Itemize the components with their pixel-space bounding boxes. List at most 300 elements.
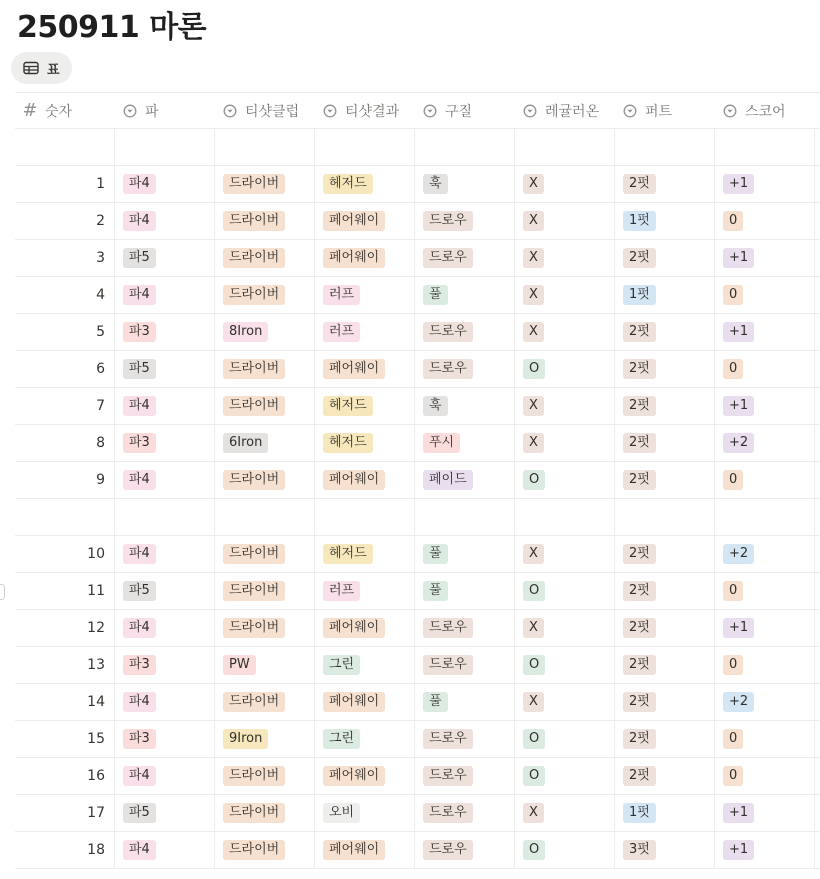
par-tag: 파4 xyxy=(123,840,156,860)
cell-gir[interactable] xyxy=(515,610,615,646)
putt-tag: 1펏 xyxy=(623,803,656,823)
result-tag: 헤저드 xyxy=(323,174,373,194)
view-tab-table[interactable] xyxy=(11,52,72,84)
page-title: 250911 마론 xyxy=(17,10,207,45)
cell-shape[interactable] xyxy=(415,166,515,202)
cell-number[interactable] xyxy=(15,462,115,498)
cell-result[interactable] xyxy=(315,721,415,757)
select-icon xyxy=(523,104,537,118)
cell-result[interactable] xyxy=(315,166,415,202)
cell-result[interactable] xyxy=(315,795,415,831)
cell-number[interactable] xyxy=(15,610,115,646)
cell-gir[interactable] xyxy=(515,647,615,683)
cell-club[interactable] xyxy=(215,314,315,350)
cell-score[interactable] xyxy=(715,351,815,387)
cell-score[interactable] xyxy=(715,166,815,202)
column-header-5[interactable] xyxy=(515,93,615,128)
cell-result[interactable] xyxy=(315,610,415,646)
table-row[interactable] xyxy=(15,610,820,647)
cell-shape[interactable] xyxy=(415,203,515,239)
cell-gir[interactable] xyxy=(515,425,615,461)
cell-number[interactable] xyxy=(15,536,115,572)
cell-number[interactable] xyxy=(15,573,115,609)
club-tag: 드라이버 xyxy=(223,174,285,194)
result-tag: 헤저드 xyxy=(323,433,373,453)
cell-score[interactable] xyxy=(715,462,815,498)
table-row[interactable] xyxy=(15,684,820,721)
cell-par[interactable] xyxy=(115,610,215,646)
result-tag: 러프 xyxy=(323,581,360,601)
column-header-0[interactable] xyxy=(15,93,115,128)
putt-tag: 2펏 xyxy=(623,766,656,786)
cell-putt[interactable] xyxy=(615,795,715,831)
cell-score[interactable] xyxy=(715,425,815,461)
cell-putt[interactable] xyxy=(615,499,715,535)
cell-par[interactable] xyxy=(115,129,215,165)
cell-club[interactable] xyxy=(215,462,315,498)
table-row[interactable] xyxy=(15,758,820,795)
cell-par[interactable] xyxy=(115,203,215,239)
cell-putt[interactable] xyxy=(615,240,715,276)
drag-handle[interactable] xyxy=(0,584,5,600)
table-row-empty[interactable] xyxy=(15,129,820,166)
cell-club[interactable] xyxy=(215,240,315,276)
table-row[interactable] xyxy=(15,425,820,462)
putt-tag: 2펏 xyxy=(623,248,656,268)
table-header xyxy=(15,92,820,129)
cell-number[interactable] xyxy=(15,203,115,239)
result-tag: 페어웨이 xyxy=(323,359,385,379)
shape-tag: 훅 xyxy=(423,174,448,194)
cell-shape[interactable] xyxy=(415,832,515,868)
number-value: 4 xyxy=(96,287,105,303)
cell-club[interactable] xyxy=(215,388,315,424)
cell-gir[interactable] xyxy=(515,758,615,794)
cell-score[interactable] xyxy=(715,610,815,646)
shape-tag: 풀 xyxy=(423,285,448,305)
number-value: 5 xyxy=(96,324,105,340)
club-tag: 드라이버 xyxy=(223,285,285,305)
cell-result[interactable] xyxy=(315,129,415,165)
score-tag: +1 xyxy=(723,396,754,416)
cell-score[interactable] xyxy=(715,314,815,350)
cell-shape[interactable] xyxy=(415,351,515,387)
cell-shape[interactable] xyxy=(415,536,515,572)
cell-gir[interactable] xyxy=(515,388,615,424)
club-tag: 드라이버 xyxy=(223,248,285,268)
cell-par[interactable] xyxy=(115,795,215,831)
par-tag: 파3 xyxy=(123,433,156,453)
column-header-6[interactable] xyxy=(615,93,715,128)
par-tag: 파4 xyxy=(123,766,156,786)
cell-putt[interactable] xyxy=(615,203,715,239)
view-tab-label: 표 xyxy=(47,62,60,78)
cell-result[interactable] xyxy=(315,240,415,276)
cell-result[interactable] xyxy=(315,684,415,720)
cell-putt[interactable] xyxy=(615,351,715,387)
cell-club[interactable] xyxy=(215,425,315,461)
score-tag: +2 xyxy=(723,433,754,453)
cell-result[interactable] xyxy=(315,277,415,313)
shape-tag: 드로우 xyxy=(423,359,473,379)
cell-par[interactable] xyxy=(115,647,215,683)
cell-club[interactable] xyxy=(215,795,315,831)
cell-putt[interactable] xyxy=(615,721,715,757)
gir-tag: X xyxy=(523,248,544,268)
cell-shape[interactable] xyxy=(415,758,515,794)
cell-result[interactable] xyxy=(315,647,415,683)
table-row[interactable] xyxy=(15,647,820,684)
result-tag: 그린 xyxy=(323,655,360,675)
cell-gir[interactable] xyxy=(515,684,615,720)
putt-tag: 2펏 xyxy=(623,174,656,194)
score-tag: 0 xyxy=(723,729,743,749)
cell-shape[interactable] xyxy=(415,314,515,350)
cell-shape[interactable] xyxy=(415,277,515,313)
table-row[interactable] xyxy=(15,351,820,388)
score-tag: 0 xyxy=(723,359,743,379)
score-tag: +2 xyxy=(723,544,754,564)
column-header-label: 티샷결과 xyxy=(345,103,400,120)
cell-gir[interactable] xyxy=(515,129,615,165)
putt-tag: 2펏 xyxy=(623,322,656,342)
cell-result[interactable] xyxy=(315,388,415,424)
cell-gir[interactable] xyxy=(515,832,615,868)
cell-par[interactable] xyxy=(115,832,215,868)
cell-club[interactable] xyxy=(215,573,315,609)
cell-gir[interactable] xyxy=(515,499,615,535)
score-tag: 0 xyxy=(723,766,743,786)
number-value: 17 xyxy=(87,805,105,821)
cell-result[interactable] xyxy=(315,758,415,794)
cell-score[interactable] xyxy=(715,499,815,535)
cell-par[interactable] xyxy=(115,758,215,794)
gir-tag: O xyxy=(523,840,545,860)
cell-number[interactable] xyxy=(15,425,115,461)
cell-putt[interactable] xyxy=(615,388,715,424)
column-header-3[interactable] xyxy=(315,93,415,128)
result-tag: 페어웨이 xyxy=(323,248,385,268)
gir-tag: X xyxy=(523,618,544,638)
cell-gir[interactable] xyxy=(515,203,615,239)
cell-gir[interactable] xyxy=(515,462,615,498)
cell-club[interactable] xyxy=(215,166,315,202)
cell-club[interactable] xyxy=(215,351,315,387)
cell-number[interactable] xyxy=(15,314,115,350)
cell-number[interactable] xyxy=(15,388,115,424)
cell-par[interactable] xyxy=(115,462,215,498)
cell-gir[interactable] xyxy=(515,573,615,609)
cell-shape[interactable] xyxy=(415,610,515,646)
cell-score[interactable] xyxy=(715,647,815,683)
gir-tag: O xyxy=(523,470,545,490)
result-tag: 오비 xyxy=(323,803,360,823)
cell-putt[interactable] xyxy=(615,536,715,572)
cell-number[interactable] xyxy=(15,499,115,535)
cell-score[interactable] xyxy=(715,388,815,424)
cell-shape[interactable] xyxy=(415,721,515,757)
select-icon xyxy=(723,104,737,118)
club-tag: 드라이버 xyxy=(223,470,285,490)
gir-tag: X xyxy=(523,803,544,823)
table-row[interactable] xyxy=(15,314,820,351)
putt-tag: 2펏 xyxy=(623,729,656,749)
cell-score[interactable] xyxy=(715,277,815,313)
shape-tag: 풀 xyxy=(423,692,448,712)
cell-gir[interactable] xyxy=(515,351,615,387)
result-tag: 러프 xyxy=(323,322,360,342)
cell-club[interactable] xyxy=(215,203,315,239)
par-tag: 파4 xyxy=(123,470,156,490)
cell-putt[interactable] xyxy=(615,425,715,461)
cell-gir[interactable] xyxy=(515,721,615,757)
gir-tag: O xyxy=(523,581,545,601)
table-row[interactable] xyxy=(15,832,820,869)
cell-number[interactable] xyxy=(15,647,115,683)
shape-tag: 풀 xyxy=(423,581,448,601)
cell-par[interactable] xyxy=(115,573,215,609)
cell-result[interactable] xyxy=(315,314,415,350)
cell-club[interactable] xyxy=(215,277,315,313)
select-icon xyxy=(223,104,237,118)
number-value: 16 xyxy=(87,768,105,784)
cell-putt[interactable] xyxy=(615,832,715,868)
database-table xyxy=(15,92,820,869)
cell-putt[interactable] xyxy=(615,610,715,646)
cell-shape[interactable] xyxy=(415,425,515,461)
cell-club[interactable] xyxy=(215,129,315,165)
cell-club[interactable] xyxy=(215,832,315,868)
cell-club[interactable] xyxy=(215,647,315,683)
column-header-1[interactable] xyxy=(115,93,215,128)
result-tag: 페어웨이 xyxy=(323,840,385,860)
cell-shape[interactable] xyxy=(415,462,515,498)
shape-tag: 드로우 xyxy=(423,211,473,231)
table-row[interactable] xyxy=(15,203,820,240)
table-row[interactable] xyxy=(15,388,820,425)
cell-score[interactable] xyxy=(715,758,815,794)
par-tag: 파5 xyxy=(123,803,156,823)
cell-putt[interactable] xyxy=(615,314,715,350)
column-header-2[interactable] xyxy=(215,93,315,128)
cell-number[interactable] xyxy=(15,721,115,757)
select-icon xyxy=(423,104,437,118)
cell-par[interactable] xyxy=(115,721,215,757)
cell-putt[interactable] xyxy=(615,277,715,313)
cell-putt[interactable] xyxy=(615,758,715,794)
score-tag: +1 xyxy=(723,174,754,194)
hash-icon: # xyxy=(22,99,38,121)
cell-par[interactable] xyxy=(115,277,215,313)
par-tag: 파4 xyxy=(123,174,156,194)
cell-par[interactable] xyxy=(115,240,215,276)
cell-number[interactable] xyxy=(15,166,115,202)
cell-number[interactable] xyxy=(15,832,115,868)
number-value: 3 xyxy=(96,250,105,266)
cell-par[interactable] xyxy=(115,351,215,387)
number-value: 6 xyxy=(96,361,105,377)
cell-result[interactable] xyxy=(315,536,415,572)
cell-par[interactable] xyxy=(115,166,215,202)
table-row[interactable] xyxy=(15,277,820,314)
putt-tag: 2펏 xyxy=(623,470,656,490)
cell-par[interactable] xyxy=(115,314,215,350)
cell-shape[interactable] xyxy=(415,499,515,535)
cell-shape[interactable] xyxy=(415,129,515,165)
table-row[interactable] xyxy=(15,462,820,499)
number-value: 2 xyxy=(96,213,105,229)
shape-tag: 드로우 xyxy=(423,766,473,786)
cell-club[interactable] xyxy=(215,499,315,535)
cell-score[interactable] xyxy=(715,684,815,720)
score-tag: +1 xyxy=(723,248,754,268)
cell-score[interactable] xyxy=(715,203,815,239)
column-header-4[interactable] xyxy=(415,93,515,128)
table-body xyxy=(15,129,820,869)
select-icon xyxy=(123,104,137,118)
cell-club[interactable] xyxy=(215,721,315,757)
cell-gir[interactable] xyxy=(515,166,615,202)
cell-number[interactable] xyxy=(15,129,115,165)
cell-result[interactable] xyxy=(315,351,415,387)
cell-result[interactable] xyxy=(315,499,415,535)
number-value: 14 xyxy=(87,694,105,710)
cell-par[interactable] xyxy=(115,536,215,572)
cell-par[interactable] xyxy=(115,425,215,461)
cell-putt[interactable] xyxy=(615,573,715,609)
number-value: 1 xyxy=(96,176,105,192)
cell-gir[interactable] xyxy=(515,277,615,313)
par-tag: 파5 xyxy=(123,248,156,268)
putt-tag: 2펏 xyxy=(623,655,656,675)
table-row-empty[interactable] xyxy=(15,499,820,536)
shape-tag: 드로우 xyxy=(423,322,473,342)
number-value: 8 xyxy=(96,435,105,451)
cell-number[interactable] xyxy=(15,277,115,313)
club-tag: PW xyxy=(223,655,256,675)
gir-tag: X xyxy=(523,396,544,416)
cell-gir[interactable] xyxy=(515,240,615,276)
cell-par[interactable] xyxy=(115,684,215,720)
cell-par[interactable] xyxy=(115,388,215,424)
par-tag: 파3 xyxy=(123,322,156,342)
gir-tag: X xyxy=(523,211,544,231)
cell-club[interactable] xyxy=(215,536,315,572)
table-row[interactable] xyxy=(15,795,820,832)
putt-tag: 2펏 xyxy=(623,618,656,638)
result-tag: 헤저드 xyxy=(323,396,373,416)
par-tag: 파5 xyxy=(123,359,156,379)
cell-score[interactable] xyxy=(715,832,815,868)
gir-tag: X xyxy=(523,174,544,194)
cell-shape[interactable] xyxy=(415,573,515,609)
putt-tag: 2펏 xyxy=(623,433,656,453)
cell-shape[interactable] xyxy=(415,684,515,720)
cell-putt[interactable] xyxy=(615,462,715,498)
score-tag: 0 xyxy=(723,655,743,675)
table-row[interactable] xyxy=(15,536,820,573)
column-header-label: 구질 xyxy=(445,103,473,120)
putt-tag: 3펏 xyxy=(623,840,656,860)
cell-shape[interactable] xyxy=(415,240,515,276)
cell-putt[interactable] xyxy=(615,166,715,202)
column-header-7[interactable] xyxy=(715,93,815,128)
gir-tag: O xyxy=(523,766,545,786)
shape-tag: 드로우 xyxy=(423,655,473,675)
number-value: 11 xyxy=(87,583,105,599)
shape-tag: 풀 xyxy=(423,544,448,564)
gir-tag: O xyxy=(523,655,545,675)
shape-tag: 드로우 xyxy=(423,803,473,823)
cell-result[interactable] xyxy=(315,462,415,498)
gir-tag: X xyxy=(523,322,544,342)
cell-shape[interactable] xyxy=(415,647,515,683)
cell-shape[interactable] xyxy=(415,388,515,424)
cell-score[interactable] xyxy=(715,573,815,609)
table-row[interactable] xyxy=(15,240,820,277)
cell-par[interactable] xyxy=(115,499,215,535)
cell-putt[interactable] xyxy=(615,684,715,720)
cell-club[interactable] xyxy=(215,758,315,794)
number-value: 13 xyxy=(87,657,105,673)
cell-club[interactable] xyxy=(215,684,315,720)
par-tag: 파4 xyxy=(123,396,156,416)
cell-result[interactable] xyxy=(315,203,415,239)
table-row[interactable] xyxy=(15,166,820,203)
cell-gir[interactable] xyxy=(515,536,615,572)
cell-putt[interactable] xyxy=(615,647,715,683)
cell-number[interactable] xyxy=(15,758,115,794)
number-value: 15 xyxy=(87,731,105,747)
cell-number[interactable] xyxy=(15,795,115,831)
score-tag: +2 xyxy=(723,692,754,712)
score-tag: +1 xyxy=(723,840,754,860)
par-tag: 파3 xyxy=(123,729,156,749)
cell-result[interactable] xyxy=(315,832,415,868)
cell-club[interactable] xyxy=(215,610,315,646)
gir-tag: X xyxy=(523,692,544,712)
club-tag: 드라이버 xyxy=(223,544,285,564)
cell-gir[interactable] xyxy=(515,314,615,350)
gir-tag: O xyxy=(523,729,545,749)
cell-score[interactable] xyxy=(715,721,815,757)
cell-number[interactable] xyxy=(15,684,115,720)
result-tag: 페어웨이 xyxy=(323,470,385,490)
cell-result[interactable] xyxy=(315,573,415,609)
cell-number[interactable] xyxy=(15,351,115,387)
cell-putt[interactable] xyxy=(615,129,715,165)
par-tag: 파3 xyxy=(123,655,156,675)
cell-shape[interactable] xyxy=(415,795,515,831)
club-tag: 드라이버 xyxy=(223,396,285,416)
cell-score[interactable] xyxy=(715,536,815,572)
table-row[interactable] xyxy=(15,573,820,610)
cell-result[interactable] xyxy=(315,425,415,461)
cell-gir[interactable] xyxy=(515,795,615,831)
result-tag: 러프 xyxy=(323,285,360,305)
cell-score[interactable] xyxy=(715,240,815,276)
cell-score[interactable] xyxy=(715,129,815,165)
score-tag: 0 xyxy=(723,470,743,490)
shape-tag: 푸시 xyxy=(423,433,460,453)
cell-number[interactable] xyxy=(15,240,115,276)
result-tag: 페어웨이 xyxy=(323,692,385,712)
cell-score[interactable] xyxy=(715,795,815,831)
putt-tag: 1펏 xyxy=(623,285,656,305)
table-row[interactable] xyxy=(15,721,820,758)
column-header-label: 스코어 xyxy=(745,103,786,120)
result-tag: 페어웨이 xyxy=(323,618,385,638)
